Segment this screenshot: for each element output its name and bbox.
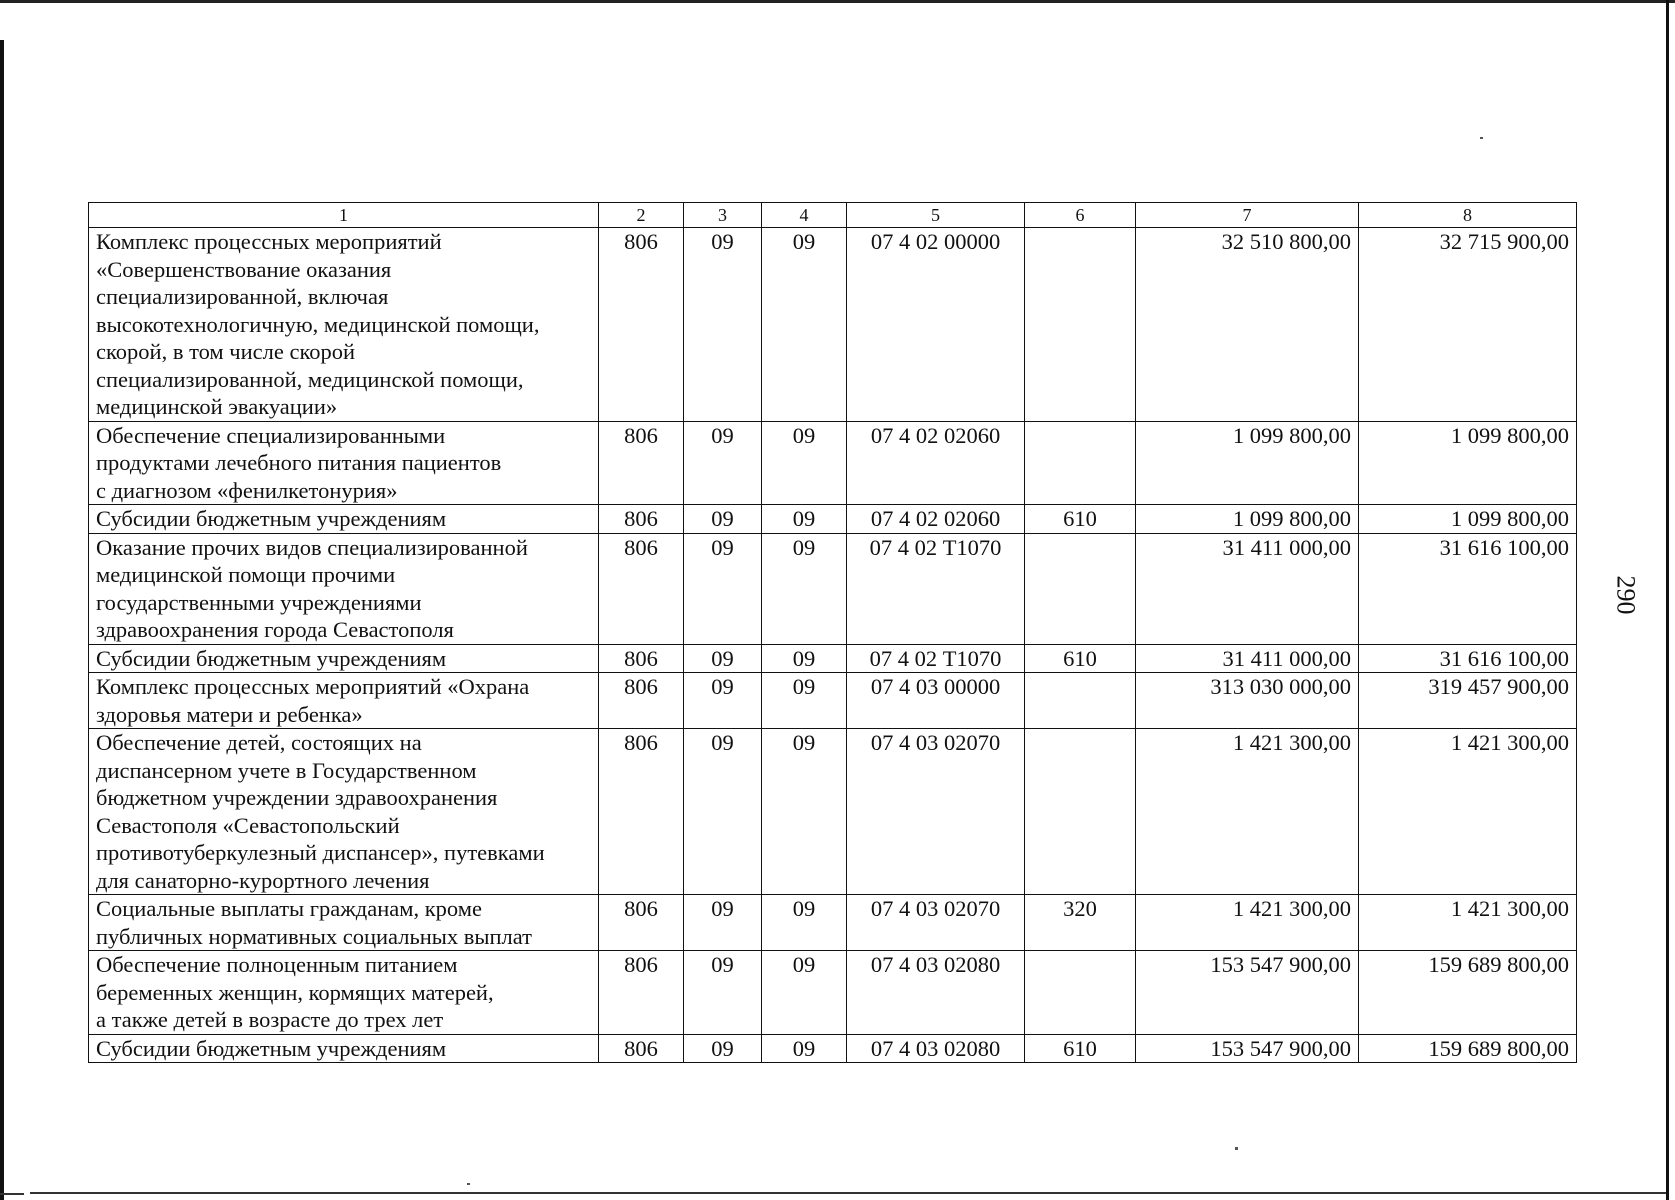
scan-border-left (0, 40, 4, 1200)
section-code: 09 (684, 951, 762, 1035)
description-line: медицинской эвакуации» (96, 394, 338, 419)
scan-speck (1480, 137, 1483, 139)
column-number: 2 (599, 203, 684, 228)
amount-year-2: 159 689 800,00 (1359, 1034, 1577, 1063)
row-description (89, 644, 599, 673)
description-line: Оказание прочих видов специализированной (96, 534, 528, 560)
scan-border-top (0, 0, 1675, 3)
amount-year-2: 31 616 100,00 (1359, 533, 1577, 644)
table-row (89, 644, 1577, 673)
target-item-code: 07 4 02 00000 (847, 228, 1025, 422)
ministry-code: 806 (599, 895, 684, 951)
description-line: специализированной, медицинской помощи, (96, 366, 524, 392)
target-item-code: 07 4 03 02080 (847, 951, 1025, 1035)
description-line: Субсидии бюджетным учреждениям (96, 506, 447, 531)
amount-year-2: 319 457 900,00 (1359, 673, 1577, 729)
ministry-code: 806 (599, 673, 684, 729)
description-line: Комплекс процессных мероприятий «Охрана (96, 674, 530, 699)
row-description (89, 729, 599, 895)
target-item-code: 07 4 02 Т1070 (847, 533, 1025, 644)
subsection-code: 09 (762, 729, 847, 895)
description-line: Обеспечение детей, состоящих на (96, 730, 422, 755)
table-row (89, 951, 1577, 1035)
amount-year-1: 153 547 900,00 (1136, 951, 1359, 1035)
description-line: для санаторно-курортного лечения (96, 867, 430, 893)
section-code: 09 (684, 505, 762, 534)
row-description (89, 228, 599, 422)
ministry-code: 806 (599, 505, 684, 534)
description-line: высокотехнологичную, медицинской помощи, (96, 311, 540, 337)
table-row (89, 533, 1577, 644)
description-line: беременных женщин, кормящих матерей, (96, 979, 494, 1005)
expense-type-code (1025, 421, 1136, 505)
row-description (89, 533, 599, 644)
column-number: 4 (762, 203, 847, 228)
ministry-code: 806 (599, 228, 684, 422)
amount-year-2: 159 689 800,00 (1359, 951, 1577, 1035)
description-line: Социальные выплаты гражданам, кроме (96, 896, 482, 921)
target-item-code: 07 4 02 Т1070 (847, 644, 1025, 673)
subsection-code: 09 (762, 228, 847, 422)
column-number: 6 (1025, 203, 1136, 228)
column-number: 1 (89, 203, 599, 228)
subsection-code: 09 (762, 533, 847, 644)
section-code: 09 (684, 421, 762, 505)
ministry-code: 806 (599, 644, 684, 673)
description-line: скорой, в том числе скорой (96, 339, 356, 364)
ministry-code: 806 (599, 951, 684, 1035)
description-line: диспансерном учете в Государственном (96, 757, 477, 783)
amount-year-1: 1 099 800,00 (1136, 421, 1359, 505)
target-item-code: 07 4 03 02070 (847, 895, 1025, 951)
page-number: 290 (1611, 575, 1641, 615)
subsection-code: 09 (762, 644, 847, 673)
target-item-code: 07 4 02 02060 (847, 421, 1025, 505)
amount-year-1: 1 421 300,00 (1136, 729, 1359, 895)
column-number-row (89, 203, 1577, 228)
row-description (89, 895, 599, 951)
description-line: продуктами лечебного питания пациентов (96, 450, 502, 475)
subsection-code: 09 (762, 673, 847, 729)
description-line: «Совершенствование оказания (96, 256, 392, 282)
table-row (89, 895, 1577, 951)
amount-year-2: 1 099 800,00 (1359, 505, 1577, 534)
column-number: 7 (1136, 203, 1359, 228)
column-number: 3 (684, 203, 762, 228)
description-line: а также детей в возрасте до трех лет (96, 1007, 444, 1032)
target-item-code: 07 4 03 02070 (847, 729, 1025, 895)
description-line: Субсидии бюджетным учреждениям (96, 645, 447, 671)
section-code: 09 (684, 228, 762, 422)
table-row (89, 673, 1577, 729)
target-item-code: 07 4 03 02080 (847, 1034, 1025, 1063)
section-code: 09 (684, 644, 762, 673)
ministry-code: 806 (599, 421, 684, 505)
description-line: бюджетном учреждении здравоохранения (96, 785, 498, 810)
table-row (89, 729, 1577, 895)
amount-year-1: 153 547 900,00 (1136, 1034, 1359, 1063)
description-line: противотуберкулезный диспансер», путевками (96, 840, 545, 865)
section-code: 09 (684, 673, 762, 729)
section-code: 09 (684, 895, 762, 951)
amount-year-1: 31 411 000,00 (1136, 644, 1359, 673)
target-item-code: 07 4 02 02060 (847, 505, 1025, 534)
description-line: Комплекс процессных мероприятий (96, 229, 442, 254)
description-line: Субсидии бюджетным учреждениям (96, 1035, 447, 1061)
budget-table (88, 202, 1577, 1063)
expense-type-code (1025, 533, 1136, 644)
section-code: 09 (684, 729, 762, 895)
scan-speck (1235, 1147, 1238, 1150)
subsection-code: 09 (762, 951, 847, 1035)
row-description (89, 421, 599, 505)
expense-type-code: 320 (1025, 895, 1136, 951)
ministry-code: 806 (599, 1034, 684, 1063)
table-row (89, 228, 1577, 422)
row-description (89, 951, 599, 1035)
description-line: публичных нормативных социальных выплат (96, 923, 532, 949)
expense-type-code: 610 (1025, 505, 1136, 534)
amount-year-1: 313 030 000,00 (1136, 673, 1359, 729)
subsection-code: 09 (762, 1034, 847, 1063)
ministry-code: 806 (599, 533, 684, 644)
expense-type-code: 610 (1025, 1034, 1136, 1063)
subsection-code: 09 (762, 895, 847, 951)
expense-type-code: 610 (1025, 644, 1136, 673)
description-line: специализированной, включая (96, 284, 389, 309)
table-row (89, 505, 1577, 534)
scan-border-bottom (30, 1192, 1666, 1194)
target-item-code: 07 4 03 00000 (847, 673, 1025, 729)
ministry-code: 806 (599, 729, 684, 895)
row-description (89, 673, 599, 729)
row-description (89, 505, 599, 534)
description-line: Обеспечение полноценным питанием (96, 952, 458, 977)
amount-year-2: 31 616 100,00 (1359, 644, 1577, 673)
amount-year-1: 1 099 800,00 (1136, 505, 1359, 534)
scan-border-bottom-left (0, 1193, 24, 1195)
description-line: с диагнозом «фенилкетонурия» (96, 477, 398, 503)
amount-year-2: 1 099 800,00 (1359, 421, 1577, 505)
expense-type-code (1025, 951, 1136, 1035)
scan-border-right (1666, 0, 1669, 1200)
row-description (89, 1034, 599, 1063)
amount-year-2: 1 421 300,00 (1359, 729, 1577, 895)
scan-speck (467, 1183, 470, 1185)
amount-year-2: 1 421 300,00 (1359, 895, 1577, 951)
subsection-code: 09 (762, 505, 847, 534)
description-line: здравоохранения города Севастополя (96, 617, 454, 642)
amount-year-1: 32 510 800,00 (1136, 228, 1359, 422)
description-line: Обеспечение специализированными (96, 422, 446, 448)
description-line: Севастополя «Севастопольский (96, 812, 400, 838)
expense-type-code (1025, 673, 1136, 729)
column-number: 5 (847, 203, 1025, 228)
description-line: здоровья матери и ребенка» (96, 701, 363, 727)
description-line: государственными учреждениями (96, 589, 422, 615)
expense-type-code (1025, 228, 1136, 422)
table-body (89, 203, 1577, 1063)
subsection-code: 09 (762, 421, 847, 505)
section-code: 09 (684, 1034, 762, 1063)
table-row (89, 1034, 1577, 1063)
expense-type-code (1025, 729, 1136, 895)
description-line: медицинской помощи прочими (96, 562, 396, 587)
table-row (89, 421, 1577, 505)
amount-year-1: 31 411 000,00 (1136, 533, 1359, 644)
section-code: 09 (684, 533, 762, 644)
amount-year-2: 32 715 900,00 (1359, 228, 1577, 422)
column-number: 8 (1359, 203, 1577, 228)
amount-year-1: 1 421 300,00 (1136, 895, 1359, 951)
